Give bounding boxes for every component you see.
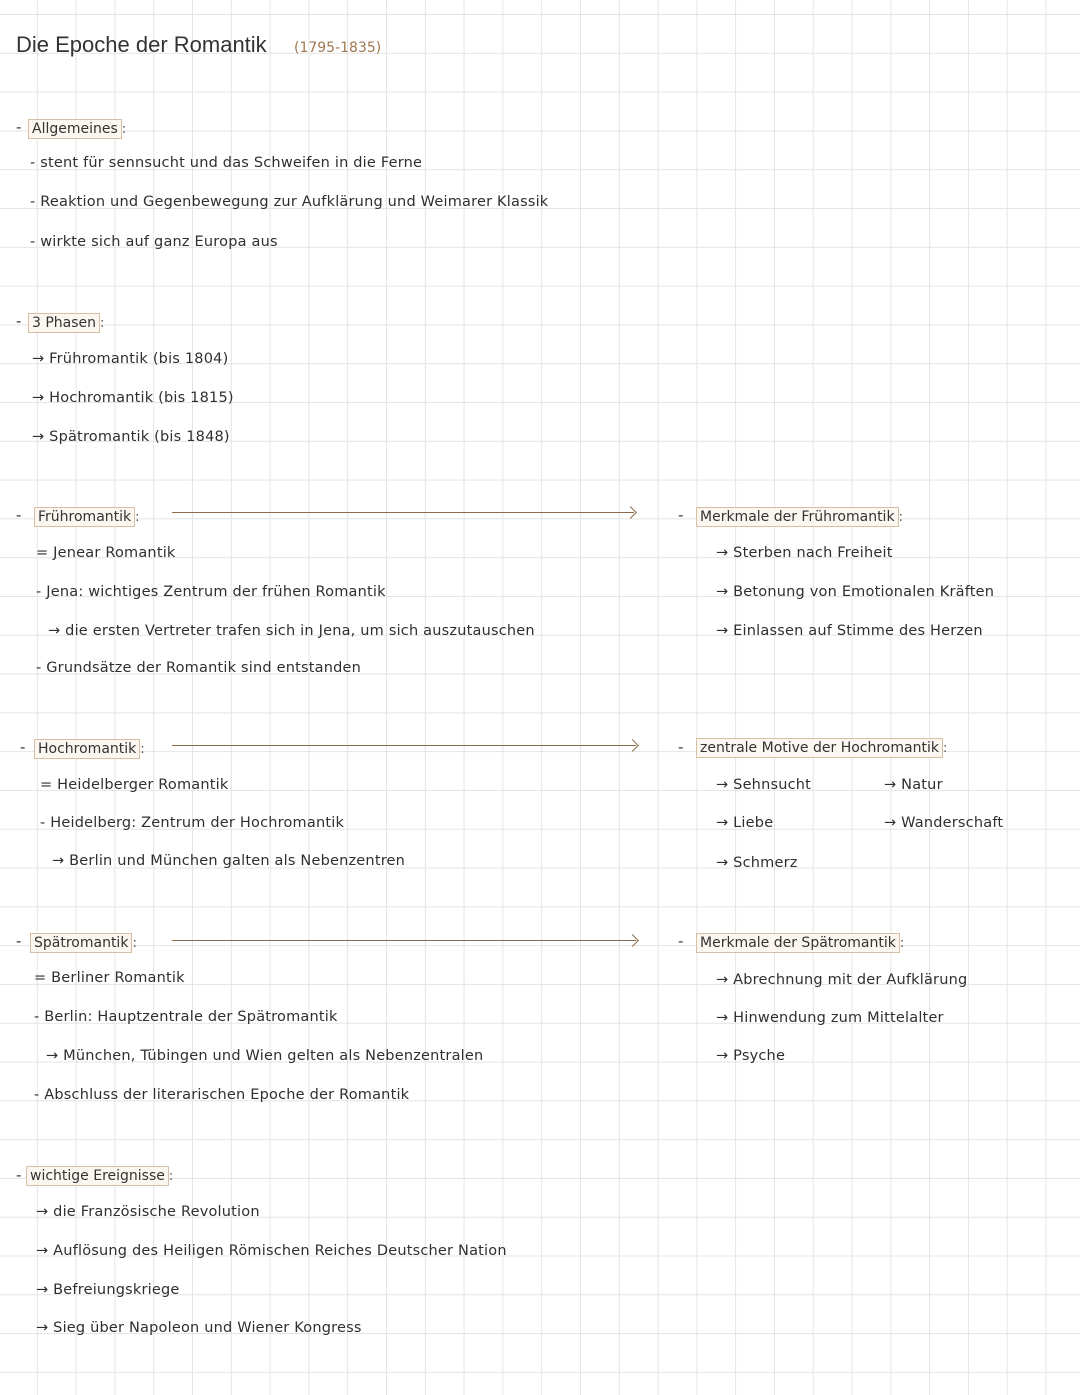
section-label: Hochromantik xyxy=(34,739,140,759)
list-item: - Abschluss der literarischen Epoche der Romantik xyxy=(34,1087,410,1103)
list-item: = Jenear Romantik xyxy=(36,545,176,561)
list-item: → Sieg über Napoleon und Wiener Kongress xyxy=(36,1320,362,1336)
bullet-dash: - xyxy=(678,932,684,950)
list-item: - Jena: wichtiges Zentrum der frühen Romantik xyxy=(36,584,386,600)
bullet-dash: - xyxy=(16,312,22,330)
section-phasen: 3 Phasen : xyxy=(28,312,104,333)
arrow-line xyxy=(172,512,634,513)
section-label: Spätromantik xyxy=(30,933,132,953)
arrow-line xyxy=(172,940,636,941)
bullet-dash: - xyxy=(678,506,684,524)
list-item: → Sehnsucht xyxy=(716,777,812,793)
list-item: → München, Tübingen und Wien gelten als Nebenzentralen xyxy=(46,1048,484,1064)
section-label: 3 Phasen xyxy=(28,313,100,333)
section-ereignisse: wichtige Ereignisse : xyxy=(26,1165,173,1186)
list-item: → Spätromantik (bis 1848) xyxy=(32,429,230,445)
epoch-years: (1795-1835) xyxy=(294,40,382,56)
list-item: - Berlin: Hauptzentrale der Spätromantik xyxy=(34,1009,338,1025)
list-item: → Auflösung des Heiligen Römischen Reiches Deutscher Nation xyxy=(36,1243,507,1259)
section-label: Merkmale der Frühromantik xyxy=(696,507,899,527)
list-item: → Hochromantik (bis 1815) xyxy=(32,390,234,406)
list-item: → Schmerz xyxy=(716,855,798,871)
arrow-head-icon xyxy=(626,739,639,752)
list-item: → Liebe xyxy=(716,815,774,831)
section-allgemeines: Allgemeines : xyxy=(28,118,126,139)
list-item: → Berlin und München galten als Nebenzentren xyxy=(52,853,406,869)
list-item: → Frühromantik (bis 1804) xyxy=(32,351,229,367)
list-item: = Berliner Romantik xyxy=(34,970,185,986)
bullet-dash: - xyxy=(678,738,684,756)
list-item: - wirkte sich auf ganz Europa aus xyxy=(30,234,278,250)
list-item: → Wanderschaft xyxy=(884,815,1004,831)
list-item: → Einlassen auf Stimme des Herzen xyxy=(716,623,983,639)
arrow-head-icon xyxy=(626,934,639,947)
list-item: → Befreiungskriege xyxy=(36,1282,180,1298)
arrow-line xyxy=(172,745,636,746)
section-spaetromantik: Spätromantik : xyxy=(30,932,137,953)
list-item: → die ersten Vertreter trafen sich in Jena, um sich auszutauschen xyxy=(48,623,535,639)
list-item: - Grundsätze der Romantik sind entstanden xyxy=(36,660,362,676)
list-item: → Natur xyxy=(884,777,943,793)
list-item: → die Französische Revolution xyxy=(36,1204,260,1220)
list-item: - Heidelberg: Zentrum der Hochromantik xyxy=(40,815,345,831)
section-fruehromantik: Frühromantik : xyxy=(34,506,140,527)
section-label: wichtige Ereignisse xyxy=(26,1166,169,1186)
arrow-head-icon xyxy=(624,506,637,519)
list-item: - Reaktion und Gegenbewegung zur Aufklärung und Weimarer Klassik xyxy=(30,194,549,210)
section-merkmale-spaetromantik: Merkmale der Spätromantik : xyxy=(696,932,904,953)
section-motive-hochromantik: zentrale Motive der Hochromantik : xyxy=(696,737,947,758)
list-item: → Psyche xyxy=(716,1048,786,1064)
bullet-dash: - xyxy=(16,506,22,524)
list-item: = Heidelberger Romantik xyxy=(40,777,229,793)
section-label: zentrale Motive der Hochromantik xyxy=(696,738,943,758)
list-item: - stent für sennsucht und das Schweifen in die Ferne xyxy=(30,155,423,171)
bullet-dash: - xyxy=(16,1166,22,1184)
bullet-dash: - xyxy=(16,932,22,950)
section-merkmale-fruehromantik: Merkmale der Frühromantik : xyxy=(696,506,903,527)
list-item: → Abrechnung mit der Aufklärung xyxy=(716,972,968,988)
section-label: Allgemeines xyxy=(28,119,122,139)
bullet-dash: - xyxy=(20,738,26,756)
list-item: → Betonung von Emotionalen Kräften xyxy=(716,584,995,600)
list-item: → Sterben nach Freiheit xyxy=(716,545,893,561)
section-hochromantik: Hochromantik : xyxy=(34,738,145,759)
section-label: Frühromantik xyxy=(34,507,135,527)
page-title: Die Epoche der Romantik xyxy=(16,32,267,57)
list-item: → Hinwendung zum Mittelalter xyxy=(716,1010,944,1026)
section-label: Merkmale der Spätromantik xyxy=(696,933,900,953)
bullet-dash: - xyxy=(16,118,22,136)
